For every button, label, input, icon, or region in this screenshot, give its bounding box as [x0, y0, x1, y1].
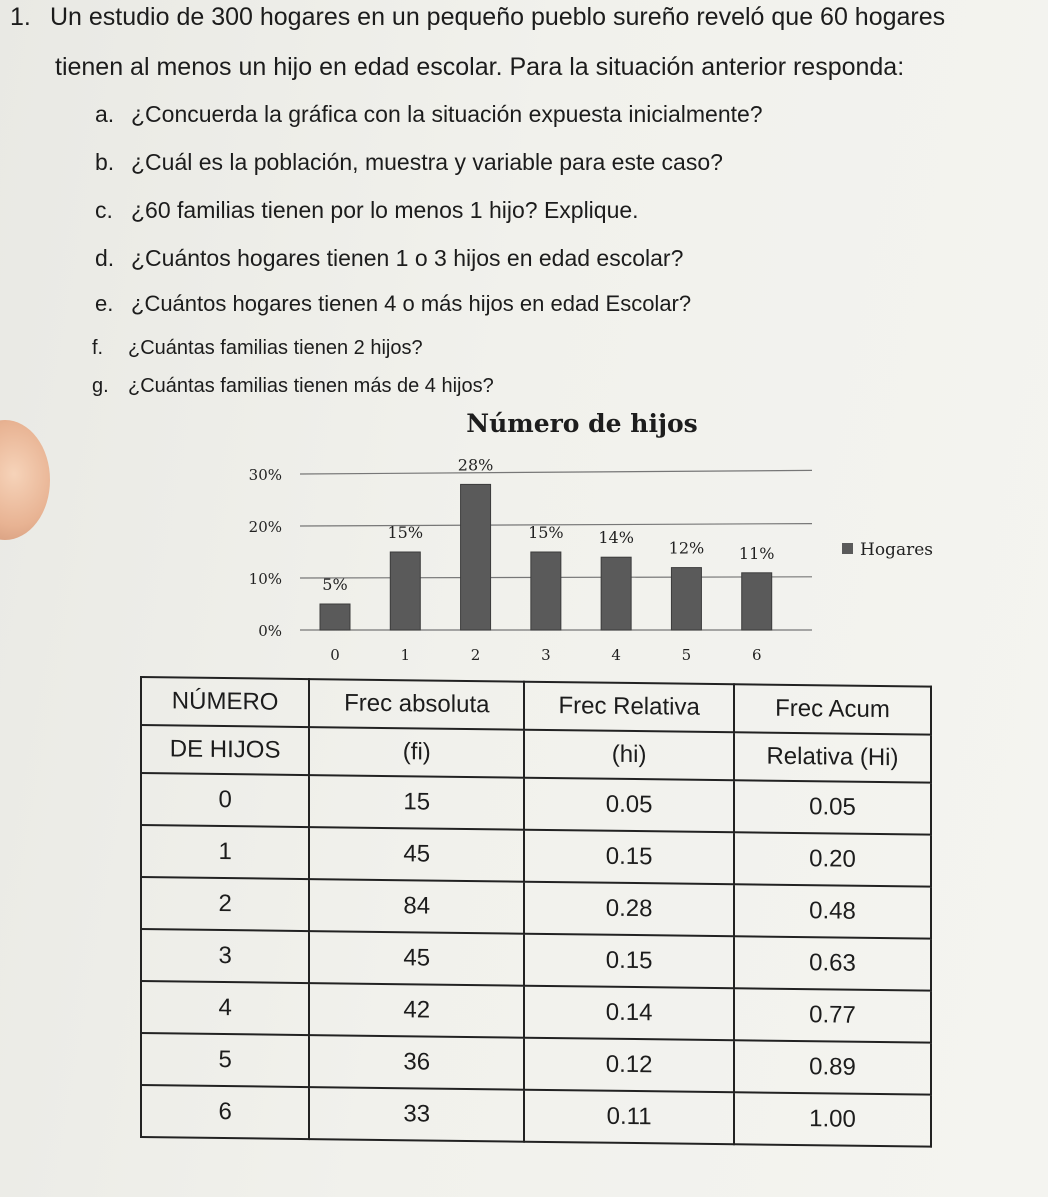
x-tick-label: 5 [681, 646, 692, 664]
table-cell: 0.77 [734, 988, 931, 1042]
table-cell: 0.12 [524, 1038, 734, 1093]
question-text-1: Un estudio de 300 hogares en un pequeño pueblo sureño reveló que 60 hogares [50, 3, 946, 31]
table-cell: 1.00 [734, 1092, 931, 1146]
header-frec-acum-sub: Relativa (Hi) [734, 732, 931, 782]
x-tick-label: 4 [611, 646, 621, 664]
table-row [141, 1085, 931, 1147]
table-row [141, 929, 931, 991]
data-label: 15% [387, 523, 424, 542]
item-label: f. [92, 337, 104, 359]
item-label: g. [92, 375, 109, 397]
data-label: 11% [738, 543, 775, 563]
table-cell: 15 [309, 775, 524, 830]
data-label: 5% [322, 575, 348, 594]
frequency-table [140, 676, 932, 1148]
item-label: c. [95, 197, 113, 223]
table-cell: 0.28 [524, 882, 734, 937]
table-row [141, 773, 931, 835]
y-tick-label: 30% [248, 466, 282, 484]
bar-1 [390, 552, 420, 630]
bar-2 [461, 484, 491, 630]
question-line-2: tienen al menos un hijo en edad escolar. Para la situación anterior responda: [55, 53, 905, 81]
item-text: ¿60 familias tienen por lo menos 1 hijo? Explique. [131, 197, 639, 223]
table-cell: 84 [309, 879, 524, 934]
y-tick-label: 20% [248, 518, 282, 536]
y-tick-label: 0% [258, 622, 282, 640]
chart-title: Número de hijos [466, 409, 698, 438]
bar-4 [601, 557, 631, 630]
table-cell: 0.15 [524, 830, 734, 885]
y-tick-label: 10% [248, 570, 282, 588]
x-tick-label: 6 [751, 646, 762, 664]
header-frec-relativa-sub: (hi) [524, 730, 734, 781]
bar-0 [320, 604, 350, 630]
table-cell: 0.05 [524, 778, 734, 833]
x-tick-label: 1 [400, 646, 411, 664]
legend-label: Hogares [860, 540, 933, 560]
question-number: 1. [10, 3, 31, 31]
item-label: b. [95, 149, 115, 175]
table-row [141, 1033, 931, 1095]
table-body [141, 773, 931, 1147]
data-label: 15% [528, 523, 564, 542]
header-numero-sub: DE HIJOS [141, 725, 309, 775]
item-label: a. [95, 101, 115, 127]
item-text: ¿Cuántos hogares tienen 4 o más hijos en edad Escolar? [131, 291, 692, 316]
table-cell: 6 [141, 1085, 309, 1139]
data-label: 12% [668, 538, 705, 558]
table-cell: 45 [309, 827, 524, 882]
table-cell: 0.48 [734, 884, 931, 938]
table-row [141, 877, 931, 939]
table-cell: 1 [141, 825, 309, 879]
legend-swatch [842, 543, 853, 554]
table-row [141, 825, 931, 887]
table-cell: 0.05 [734, 780, 931, 834]
item-text: ¿Cuántas familias tienen 2 hijos? [128, 337, 423, 359]
bar-5 [671, 568, 701, 630]
table-cell: 0.14 [524, 986, 734, 1041]
table-cell: 3 [141, 929, 309, 983]
table-cell: 2 [141, 877, 309, 931]
table-row [141, 981, 931, 1043]
header-frec-absoluta-sub: (fi) [309, 727, 524, 778]
data-label: 28% [457, 455, 494, 475]
item-text: ¿Cuántas familias tienen más de 4 hijos? [128, 375, 494, 397]
table-cell: 0.15 [524, 934, 734, 989]
header-numero: NÚMERO [141, 677, 309, 727]
table-cell: 33 [309, 1087, 524, 1142]
header-frec-acum: Frec Acum [734, 684, 931, 734]
header-frec-relativa: Frec Relativa [524, 682, 734, 733]
data-label: 14% [598, 528, 634, 548]
table-cell: 0.63 [734, 936, 931, 990]
table-cell: 5 [141, 1033, 309, 1087]
item-label: e. [95, 291, 114, 316]
item-text: ¿Cuál es la población, muestra y variable para este caso? [131, 149, 723, 175]
x-tick-label: 0 [330, 646, 340, 664]
table-cell: 45 [309, 931, 524, 986]
table-cell: 4 [141, 981, 309, 1035]
gridline [300, 470, 812, 474]
item-text: ¿Concuerda la gráfica con la situación expuesta inicialmente? [131, 101, 763, 127]
item-label: d. [95, 245, 115, 271]
table-cell: 42 [309, 983, 524, 1038]
table-cell: 0.89 [734, 1040, 931, 1094]
bar-6 [742, 573, 772, 630]
x-tick-label: 3 [541, 646, 551, 664]
item-text: ¿Cuántos hogares tienen 1 o 3 hijos en edad escolar? [131, 245, 684, 271]
x-tick-label: 2 [470, 646, 481, 664]
table-cell: 0.11 [524, 1090, 734, 1145]
table-cell: 0 [141, 773, 309, 827]
bar-3 [531, 552, 561, 630]
table-cell: 36 [309, 1035, 524, 1090]
header-frec-absoluta: Frec absoluta [309, 679, 524, 730]
table-cell: 0.20 [734, 832, 931, 886]
